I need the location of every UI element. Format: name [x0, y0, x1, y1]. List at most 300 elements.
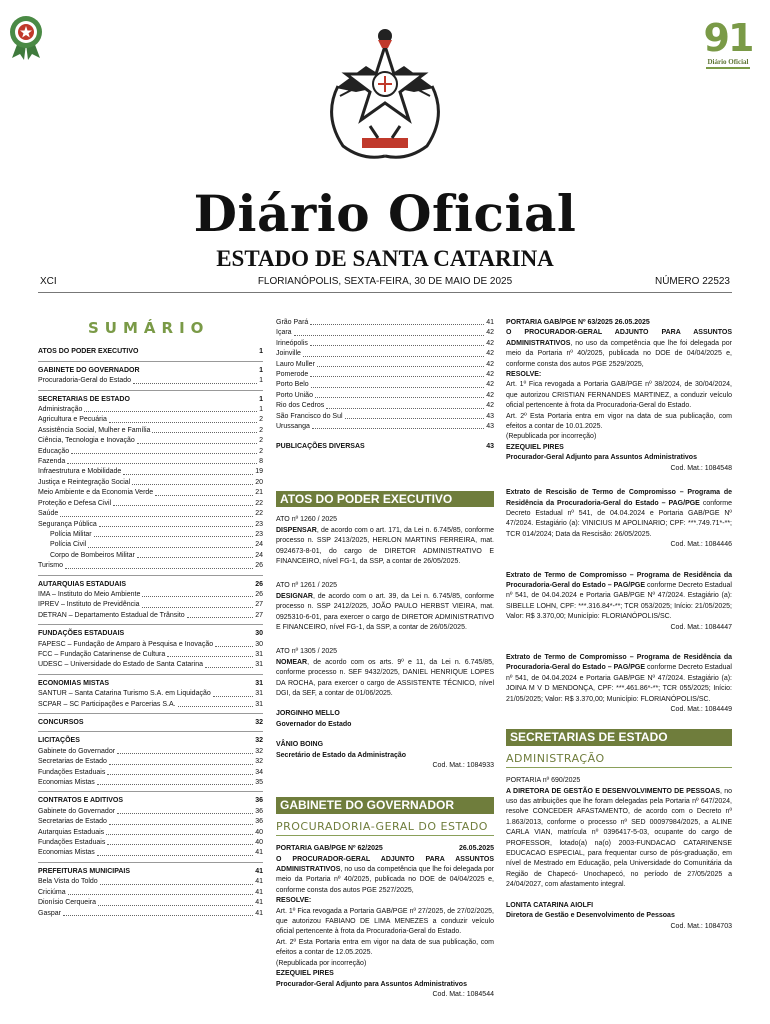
toc-item-label: Assistência Social, Mulher e Família: [38, 426, 151, 434]
portaria-head: O PROCURADOR-GERAL ADJUNTO PARA ASSUNTOS ADMINISTRATIVOS: [276, 855, 494, 874]
toc-item-page: 2: [259, 416, 263, 424]
toc-item-label: Polícia Civil: [50, 541, 87, 549]
toc-section-publicacoes[interactable]: [276, 442, 494, 452]
toc-leader: [109, 817, 253, 824]
anniversary-underline: [706, 67, 750, 69]
toc-section-page: 26: [255, 580, 263, 588]
toc-item-page: 23: [255, 520, 263, 528]
act-lead: NOMEAR: [276, 658, 308, 666]
masthead-title: Diário Oficial: [193, 184, 577, 243]
toc-item-page: 42: [486, 360, 494, 368]
extrato-1: [506, 488, 732, 540]
article-2: Art. 2º Esta Portaria entra em vigor na data de sua publicação, com efeitos a contar de 10.01.2025.: [506, 412, 732, 431]
toc-item[interactable]: [276, 412, 494, 422]
toc-section-page: 1: [259, 366, 263, 374]
toc-item-page: 31: [255, 690, 263, 698]
toc-item-label: Polícia Militar: [50, 530, 92, 538]
toc-item-page: 27: [255, 611, 263, 619]
toc-item[interactable]: [276, 370, 494, 380]
portaria-title: PORTARIA nº 690/2025: [506, 777, 581, 785]
toc-section-page: 32: [255, 737, 263, 745]
toc-item[interactable]: [38, 757, 263, 767]
toc-section[interactable]: [38, 679, 263, 689]
toc-item-label: Gaspar: [38, 909, 61, 917]
toc-item[interactable]: [38, 499, 263, 509]
cod-mat: Cod. Mat.: 1084449: [670, 706, 732, 713]
toc-leader: [107, 838, 253, 845]
toc-item[interactable]: [38, 509, 263, 519]
toc-leader: [107, 768, 253, 775]
toc-item-page: 31: [255, 700, 263, 708]
signature-name: EZEQUIEL PIRES: [276, 970, 334, 978]
toc-leader: [94, 530, 254, 537]
toc-item-page: 41: [486, 319, 494, 326]
toc-item-label: Dionísio Cerqueira: [38, 899, 96, 907]
toc-leader: [88, 540, 253, 547]
toc-section[interactable]: [38, 366, 263, 376]
toc-item-page: 42: [486, 339, 494, 347]
toc-separator: [38, 862, 263, 863]
toc-item-label: Gabinete do Governador: [38, 807, 116, 815]
republicada: (Republicada por incorreção): [506, 433, 597, 441]
portaria-text: , no uso da competência que lhe foi delegada por meio da Portaria nº 40/2025, publicada no DOE de 04/04/2025 e, conforme consta dos autos PGE 2529/2025,: [506, 339, 732, 368]
toc-item-label: São Francisco do Sul: [276, 412, 343, 420]
toc-leader: [109, 757, 253, 764]
toc-item[interactable]: [38, 778, 263, 788]
toc-leader: [137, 436, 257, 443]
toc-item-page: 24: [255, 551, 263, 559]
toc-leader: [123, 467, 253, 474]
toc-item-label: Fundações Estaduais: [38, 768, 106, 776]
toc-item-label: Fazenda: [38, 458, 66, 466]
act-lead: DISPENSAR: [276, 526, 317, 534]
toc-leader: [152, 426, 257, 433]
toc-item[interactable]: [38, 828, 263, 838]
portaria-body: [506, 328, 732, 370]
toc-item[interactable]: [38, 436, 263, 446]
article-2: Art. 2º Esta Portaria entra em vigor na data de sua publicação, com efeitos a contar de 12.05.2025.: [276, 938, 494, 957]
dateline: FLORIANÓPOLIS, SEXTA-FEIRA, 30 DE MAIO DE 2025: [257, 276, 513, 287]
toc-item[interactable]: [38, 426, 263, 436]
cod-mat: Cod. Mat.: 1084548: [670, 464, 732, 472]
toc-section-label: GABINETE DO GOVERNADOR: [38, 366, 140, 374]
signature-name: LONITA CATARINA AIOLFI: [506, 901, 594, 909]
toc-item-label: Pomerode: [276, 371, 309, 379]
toc-item-label: Fundações Estaduais: [38, 839, 106, 847]
toc-item[interactable]: [38, 768, 263, 778]
toc-item-page: 36: [255, 807, 263, 815]
toc-item-page: 41: [255, 909, 263, 917]
toc-leader: [345, 412, 485, 419]
toc-item-label: Içara: [276, 329, 292, 337]
toc-item[interactable]: [38, 848, 263, 858]
republicada: (Republicada por incorreção): [276, 959, 367, 967]
toc-item[interactable]: [38, 909, 263, 919]
toc-continued: [276, 318, 494, 432]
coat-of-arms-icon: [318, 26, 452, 164]
extrato-3: [506, 653, 732, 705]
signature-role: Governador do Estado: [276, 720, 352, 728]
toc-item-label: Turismo: [38, 562, 64, 570]
toc-item-label: Secretarias de Estado: [38, 758, 107, 766]
toc-leader: [303, 349, 484, 356]
toc-item-page: 19: [255, 468, 263, 476]
toc-item-page: 30: [255, 640, 263, 648]
toc-item[interactable]: [276, 401, 494, 411]
toc-item-label: Irineópolis: [276, 339, 308, 347]
extrato-text: conforme Decreto Estadual nº 541, de 04.04.2024 e Portaria GAB/PGE Nº 47/2024. Estagiário (a): JOINA M V D MENDONÇA, CPF: ***.461.86*-**; TCR 055/2025; Início: 21/05/2025; Valor: R$ 3.370,00; Município: FLORIANÓPOLIS/SC.: [506, 664, 732, 703]
toc-item[interactable]: [38, 520, 263, 530]
toc-item-page: 8: [259, 458, 263, 466]
toc-item[interactable]: [276, 391, 494, 401]
toc-section[interactable]: [38, 629, 263, 639]
signature-role: Procurador-Geral Adjunto para Assuntos Administrativos: [276, 980, 467, 988]
issue-number: NÚMERO 22523: [654, 276, 730, 287]
toc-section-label: PUBLICAÇÕES DIVERSAS: [276, 443, 365, 451]
toc-item[interactable]: [38, 488, 263, 498]
toc-item-label: Urussanga: [276, 423, 310, 431]
seal-icon: [8, 14, 44, 60]
toc-leader: [117, 747, 253, 754]
toc-section-label: FUNDAÇÕES ESTADUAIS: [38, 630, 125, 638]
toc-leader: [98, 898, 253, 905]
toc-item-label: IPREV – Instituto de Previdência: [38, 601, 140, 609]
toc-item-page: 22: [255, 499, 263, 507]
toc-item[interactable]: [38, 405, 263, 415]
toc-item-label: DETRAN – Departamento Estadual de Trânsito: [38, 611, 185, 619]
toc-leader: [63, 909, 253, 916]
resolve: RESOLVE:: [276, 897, 312, 905]
toc-item[interactable]: [38, 689, 263, 699]
toc-leader: [99, 520, 253, 527]
toc-item-page: 40: [255, 828, 263, 836]
toc-item-page: 22: [255, 510, 263, 518]
toc-item[interactable]: [38, 640, 263, 650]
column-3: [506, 318, 732, 932]
signature-name: VÂNIO BOING: [276, 741, 324, 749]
toc-item[interactable]: [38, 700, 263, 710]
toc-item[interactable]: [38, 467, 263, 477]
toc-item[interactable]: [38, 838, 263, 848]
portaria-text: , no uso da competência que lhe foi delegada por meio da Portaria nº 40/2025, publicada no DOE de 04/04/2025 e, conforme consta dos autos PGE 2527/2025,: [276, 866, 494, 894]
toc-item-page: 32: [255, 747, 263, 755]
toc-section-label: CONTRATOS E ADITIVOS: [38, 797, 124, 805]
toc-section[interactable]: [38, 736, 263, 746]
toc-item-label: Porto União: [276, 391, 313, 399]
toc-item-label: FAPESC – Fundação de Amparo à Pesquisa e Inovação: [38, 640, 214, 648]
toc-item-page: 41: [255, 899, 263, 907]
portaria-text: , no uso das atribuições que lhe foram delegadas pela Portaria nº 647/2024, resolve CONCEDER AFASTAMENTO, de acordo com o Decreto nº 1.863/2013, conforme o processo nº SED 00097984/2025, a ALINE CARLA VIAN, matrícula nº 0396417-5-03, ocupante do cargo de PROFESSOR, lotado(a) na(o) 2003-FUNDACAO CATARINENSE EDUCACAO ESPECIAL, para frequentar curso de pós-graduação, em nível de Mestrado em Educação, pela Universidade do Comunitária da Região de Chapecó- Unochapecó, no período de 27/05/2025 a 24/04/2027, com afastamento integral.: [506, 787, 732, 889]
toc-separator: [38, 791, 263, 792]
toc-item-label: Saúde: [38, 510, 59, 518]
toc-item[interactable]: [38, 650, 263, 660]
toc-item-page: 41: [255, 849, 263, 857]
toc-item-page: 42: [486, 350, 494, 358]
portaria-title: PORTARIA GAB/PGE Nº 62/2025: [276, 845, 383, 853]
toc-leader: [142, 600, 254, 607]
extrato-text: conforme Decreto Estadual nº 541, de 04.04.2024 e Portaria GAB/PGE Nº 47/2024. Estagiário (a): SIBELLE LOHN, CPF: ***.316.84*-**; TCR 053/2025; Início: 21/05/2025; Valor: R$ 3.370,00; Município: FLORIANÓPOLIS/SC.: [506, 581, 732, 621]
toc-item-page: 24: [255, 541, 263, 549]
toc-leader: [294, 328, 485, 335]
toc-item[interactable]: [276, 360, 494, 370]
signature-name: JORGINHO MELLO: [276, 710, 340, 718]
section-banner-gabinete: GABINETE DO GOVERNADOR: [276, 797, 494, 813]
toc-section[interactable]: [38, 718, 263, 728]
toc-section-page: 43: [486, 443, 494, 451]
toc-item[interactable]: [38, 415, 263, 425]
toc-item[interactable]: [276, 328, 494, 338]
table-of-contents: [38, 347, 263, 919]
toc-leader: [215, 640, 253, 647]
toc-item-page: 23: [255, 530, 263, 538]
toc-item-page: 1: [259, 406, 263, 414]
toc-leader: [113, 499, 253, 506]
toc-separator: [38, 575, 263, 576]
toc-item[interactable]: [276, 380, 494, 390]
toc-item-label: Infraestrutura e Mobilidade: [38, 468, 122, 476]
toc-item[interactable]: [38, 530, 263, 540]
toc-item-page: 41: [255, 878, 263, 886]
extrato-text: conforme Decreto Estadual nº 541, de 04.04.2024 e Portaria GAB/PGE Nº 47/2024. Estagiário (a): VINICIUS M APOLINARIO; CPF: ***.749.71*-**; TCR 014/2024; Data da Rescisão: 26/05/2025.: [506, 499, 732, 538]
toc-leader: [132, 478, 253, 485]
act-lead: DESIGNAR: [276, 592, 313, 600]
toc-item[interactable]: [38, 817, 263, 827]
signature-role: Diretora de Gestão e Desenvolvimento de Pessoas: [506, 912, 675, 920]
article-1: Art. 1º Fica revogada a Portaria GAB/PGE nº 38/2024, de 30/04/2024, que autorizou CRISTIAN FERNANDES MARTINEZ, a conduzir veículo oficial pertencente à frota da Procuradoria-Geral do Estado.: [506, 381, 732, 410]
toc-separator: [38, 674, 263, 675]
toc-item-label: Secretarias de Estado: [38, 818, 107, 826]
toc-section[interactable]: [38, 796, 263, 806]
toc-item[interactable]: [276, 318, 494, 328]
cod-mat: Cod. Mat.: 1084933: [432, 762, 494, 769]
volume-number: XCI: [40, 276, 57, 287]
toc-section-page: 31: [255, 679, 263, 687]
toc-section-page: 1: [259, 348, 263, 356]
toc-separator: [38, 624, 263, 625]
cod-mat: Cod. Mat.: 1084447: [670, 623, 732, 631]
toc-leader: [60, 509, 253, 516]
toc-leader: [97, 848, 253, 855]
toc-section-page: 1: [259, 395, 263, 403]
toc-item-label: Ciência, Tecnologia e Inovação: [38, 437, 135, 445]
toc-section-label: LICITAÇÕES: [38, 737, 80, 745]
section-banner-executivo: ATOS DO PODER EXECUTIVO: [276, 491, 494, 507]
toc-section-label: ECONOMIAS MISTAS: [38, 679, 110, 687]
toc-item[interactable]: [38, 540, 263, 550]
toc-item-page: 26: [255, 590, 263, 598]
toc-leader: [315, 391, 484, 398]
toc-item-page: 42: [486, 371, 494, 379]
summary-title: SUMÁRIO: [88, 319, 210, 337]
toc-item-label: UDESC – Universidade do Estado de Santa Catarina: [38, 661, 203, 669]
toc-item-page: 32: [255, 758, 263, 766]
toc-item-label: Meio Ambiente e da Economia Verde: [38, 489, 154, 497]
act-2: [276, 581, 494, 633]
portaria-body: [276, 855, 494, 897]
act-title: ATO nº 1261 / 2025: [276, 582, 338, 590]
toc-item[interactable]: [276, 349, 494, 359]
toc-item-label: Economias Mistas: [38, 779, 95, 787]
toc-item-page: 2: [259, 447, 263, 455]
toc-section-page: 36: [255, 797, 263, 805]
portaria-title-row: [276, 844, 494, 854]
toc-item-page: 41: [255, 888, 263, 896]
toc-item[interactable]: [38, 888, 263, 898]
cod-mat: Cod. Mat.: 1084544: [432, 990, 494, 998]
toc-item-page: 43: [486, 423, 494, 431]
toc-item-label: Procuradoria-Geral do Estado: [38, 377, 131, 385]
toc-item-page: 2: [259, 426, 263, 434]
toc-item[interactable]: [38, 447, 263, 457]
masthead-subtitle: ESTADO DE SANTA CATARINA: [216, 246, 554, 271]
toc-item-page: 2: [259, 437, 263, 445]
extrato-2: [506, 571, 732, 623]
toc-item-label: Bela Vista do Toldo: [38, 878, 98, 886]
toc-section-label: CONCURSOS: [38, 719, 84, 726]
toc-leader: [117, 807, 253, 814]
article-1: Art. 1º Fica revogada a Portaria GAB/PGE nº 27/2025, de 27/02/2025, que autorizou FABIANO DE LIMA MENEZES a conduzir veículo oficial pertencente à frota da Procuradoria-Geral do Estado.: [276, 907, 494, 936]
toc-item-page: 42: [486, 402, 494, 410]
toc-item[interactable]: [38, 561, 263, 571]
toc-leader: [326, 401, 484, 408]
toc-separator: [38, 390, 263, 391]
toc-item-label: Educação: [38, 447, 70, 455]
toc-section[interactable]: [38, 347, 263, 357]
toc-item-page: 27: [255, 601, 263, 609]
toc-item-label: Joinville: [276, 350, 301, 358]
toc-item-page: 21: [255, 489, 263, 497]
act-title: ATO nº 1305 / 2025: [276, 648, 338, 656]
toc-item-page: 42: [486, 381, 494, 389]
toc-item-label: SCPAR – SC Participações e Parcerias S.A.: [38, 700, 176, 708]
toc-item[interactable]: [276, 339, 494, 349]
toc-item[interactable]: [38, 877, 263, 887]
header-rule: [38, 292, 732, 293]
portaria-title: PORTARIA GAB/PGE Nº 63/2025 26.05.2025: [506, 319, 650, 326]
toc-leader: [97, 778, 253, 785]
toc-item-label: Segurança Pública: [38, 520, 97, 528]
signature-name: EZEQUIEL PIRES: [506, 443, 564, 451]
toc-item-label: SANTUR – Santa Catarina Turismo S.A. em Liquidação: [38, 690, 211, 698]
toc-item-page: 35: [255, 779, 263, 787]
act-text: , de acordo com o art. 39, da Lei n. 6.745/85, conforme processo n. SSP 2412/2025, JOÃO PAULO HERBST VIEIRA, mat. 0925310-6-01, para exercer o cargo de DIRETOR ADMINISTRATIVO E FINANCEIRO, nível FG-1, da SSP, a contar de 26/05/2025.: [276, 592, 494, 631]
toc-item[interactable]: [38, 590, 263, 600]
toc-leader: [65, 561, 253, 568]
toc-separator: [38, 713, 263, 714]
toc-item-label: Grão Pará: [276, 319, 309, 326]
act-text: , de acordo com os arts. 9º e 11, da Lei n. 6.745/85, conforme processo n. SEF 9432/2025, DANIEL HENRIQUE LOPES DA ROCHA, para exercer o cargo de ASSISTENTE TÉCNICO, nível DGI, da SEF, a contar de 01/06/2025.: [276, 658, 494, 697]
toc-item[interactable]: [38, 611, 263, 621]
toc-leader: [84, 405, 257, 412]
toc-item-page: 42: [486, 329, 494, 337]
anniversary-label: Diário Oficial: [707, 58, 749, 66]
toc-item-page: 42: [486, 391, 494, 399]
signature-role: Procurador-Geral Adjunto para Assuntos Administrativos: [506, 454, 697, 462]
toc-item[interactable]: [38, 376, 263, 386]
toc-leader: [310, 318, 484, 325]
toc-leader: [178, 700, 254, 707]
cod-mat: Cod. Mat.: 1084446: [670, 541, 732, 549]
toc-leader: [137, 551, 253, 558]
resolve: RESOLVE:: [506, 371, 542, 379]
toc-section[interactable]: [38, 395, 263, 405]
portaria-date: 26.05.2025: [458, 845, 494, 853]
toc-leader: [187, 611, 254, 618]
summary-column: [38, 318, 263, 919]
toc-item-label: Proteção e Defesa Civil: [38, 499, 112, 507]
toc-leader: [213, 689, 253, 696]
toc-item[interactable]: [38, 600, 263, 610]
toc-item[interactable]: [276, 422, 494, 432]
toc-item-page: 26: [255, 562, 263, 570]
portaria-body: [506, 787, 732, 891]
toc-leader: [71, 447, 257, 454]
toc-leader: [109, 415, 257, 422]
toc-item-label: Justiça e Reintegração Social: [38, 478, 131, 486]
act-text: , de acordo com o art. 171, da Lei n. 6.745/85, conforme processo n. SSP 2413/2025, HERLON MARTINS FERREIRA, mat. 0924673-8-01, do cargo de DIRETOR ADMINISTRATIVO E FINANCEIRO, nível FG-1, da SSP, a contar de 26/05/2025.: [276, 526, 494, 565]
toc-item-page: 40: [255, 839, 263, 847]
toc-item-page: 34: [255, 768, 263, 776]
toc-separator: [38, 731, 263, 732]
toc-section[interactable]: [38, 580, 263, 590]
toc-item-label: Administração: [38, 406, 83, 414]
toc-item-page: 31: [255, 650, 263, 658]
section-banner-secretarias: SECRETARIAS DE ESTADO: [506, 729, 732, 745]
toc-item[interactable]: [38, 807, 263, 817]
toc-item[interactable]: [38, 551, 263, 561]
toc-section-label: AUTARQUIAS ESTADUAIS: [38, 580, 127, 588]
toc-item-label: Gabinete do Governador: [38, 747, 116, 755]
toc-item-page: 1: [259, 377, 263, 385]
toc-item[interactable]: [38, 478, 263, 488]
anniversary-logo: [698, 18, 758, 69]
toc-item-label: Lauro Muller: [276, 360, 315, 368]
subsection-title: ADMINISTRAÇÃO: [506, 754, 732, 768]
toc-item[interactable]: [38, 457, 263, 467]
toc-item[interactable]: [38, 747, 263, 757]
extrato-head: Extrato de Rescisão de Termo de Compromisso – Programa de Residência da Procuradoria-Geral do Estado – PAG/PGE: [506, 489, 732, 507]
toc-item[interactable]: [38, 660, 263, 670]
toc-leader: [106, 828, 253, 835]
toc-leader: [155, 488, 253, 495]
extrato-head: Extrato de Termo de Compromisso – Programa de Residência da Procuradoria-Geral do Estado – PAG/PGE: [506, 653, 732, 672]
toc-item[interactable]: [38, 898, 263, 908]
extrato-head: Extrato de Termo de Compromisso – Programa de Residência da Procuradoria-Geral do Estado – PAG/PGE: [506, 571, 732, 589]
act-3: [276, 647, 494, 699]
toc-leader: [133, 376, 257, 383]
toc-section-label: PREFEITURAS MUNICIPAIS: [38, 867, 131, 875]
toc-item-page: 43: [486, 412, 494, 420]
toc-section-label: ATOS DO PODER EXECUTIVO: [38, 348, 139, 356]
toc-section[interactable]: [38, 867, 263, 877]
toc-leader: [142, 590, 253, 597]
toc-leader: [317, 360, 484, 367]
toc-separator: [38, 361, 263, 362]
toc-item-label: Autarquias Estaduais: [38, 828, 105, 836]
toc-item-label: Economias Mistas: [38, 849, 95, 857]
toc-leader: [68, 888, 254, 895]
toc-leader: [312, 422, 484, 429]
toc-item-page: 31: [255, 661, 263, 669]
toc-section-page: 32: [255, 719, 263, 726]
toc-leader: [311, 380, 485, 387]
toc-item-label: Criciúma: [38, 888, 66, 896]
toc-item-label: Porto Belo: [276, 381, 309, 389]
toc-item-label: Agricultura e Pecuária: [38, 416, 107, 424]
toc-item-label: FCC – Fundação Catarinense de Cultura: [38, 650, 166, 658]
toc-item-page: 20: [255, 478, 263, 486]
toc-leader: [310, 339, 484, 346]
